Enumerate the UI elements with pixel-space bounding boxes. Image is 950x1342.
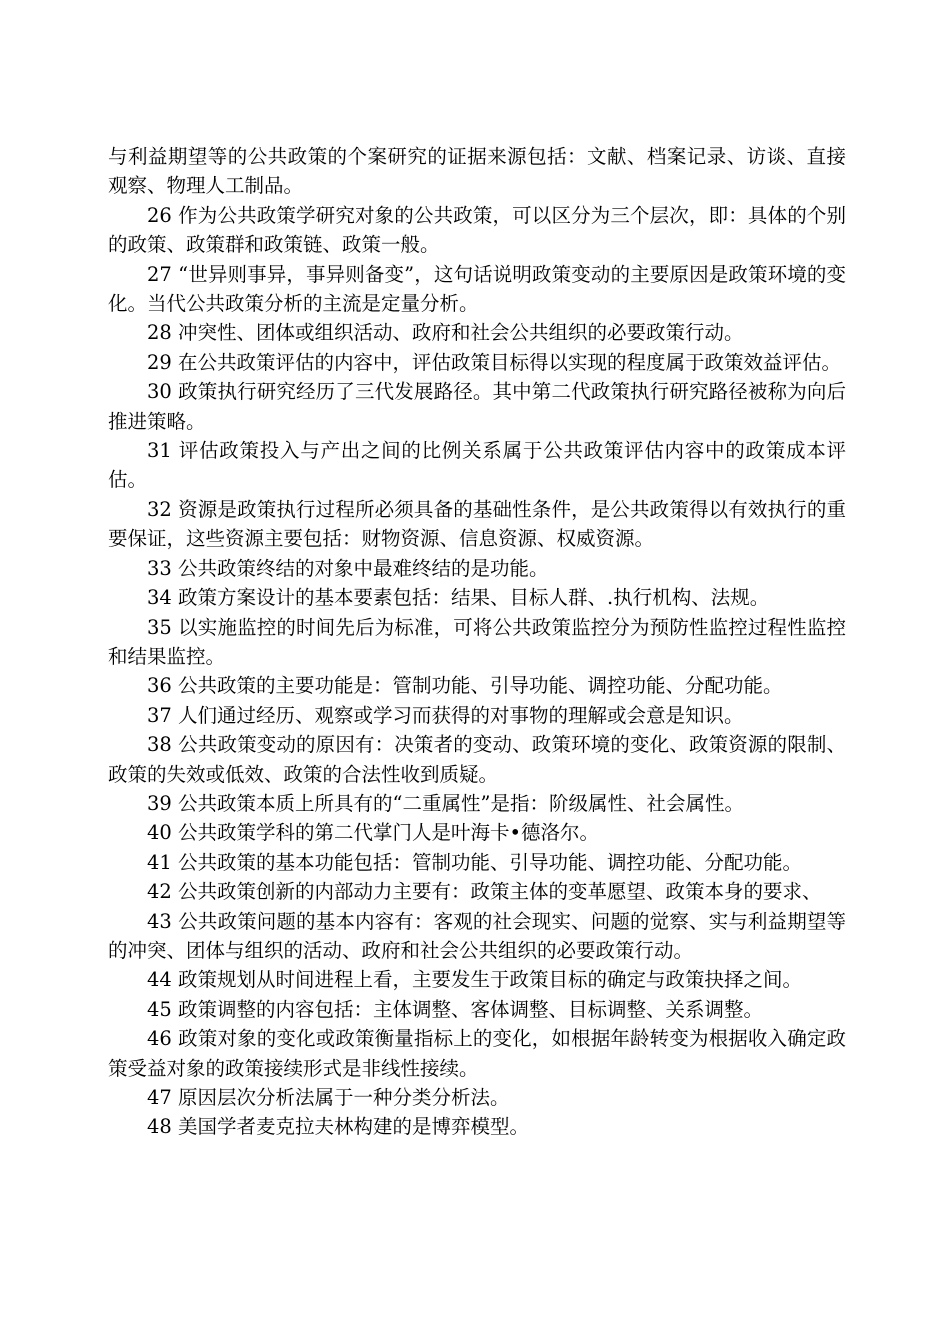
- paragraph: 37 人们通过经历、观察或学习而获得的对事物的理解或会意是知识。: [147, 703, 744, 727]
- paragraph: 46 政策对象的变化或政策衡量指标上的变化，如根据年龄转变为根据收入确定政策受益对象的政策接续形式是非线性接续。: [108, 1027, 846, 1080]
- paragraph: 35 以实施监控的时间先后为标准，可将公共政策监控分为预防性监控过程性监控和结果监控。: [108, 615, 846, 668]
- paragraph: 44 政策规划从时间进程上看，主要发生于政策目标的确定与政策抉择之间。: [147, 968, 803, 992]
- paragraph: 43 公共政策问题的基本内容有：客观的社会现实、问题的觉察、实与利益期望等的冲突、团体与组织的活动、政府和社会公共组织的必要政策行动。: [108, 909, 846, 962]
- paragraph: 40 公共政策学科的第二代掌门人是叶海卡•德洛尔。: [147, 821, 600, 845]
- paragraph: 与利益期望等的公共政策的个案研究的证据来源包括：文献、档案记录、访谈、直接观察、物理人工制品。: [108, 145, 846, 198]
- paragraph: 47 原因层次分析法属于一种分类分析法。: [147, 1086, 510, 1109]
- paragraph: 48 美国学者麦克拉夫林构建的是博弈模型。: [147, 1115, 530, 1139]
- paragraph: 34 政策方案设计的基本要素包括：结果、目标人群、.执行机构、法规。: [147, 586, 770, 610]
- paragraph: 26 作为公共政策学研究对象的公共政策，可以区分为三个层次，即：具体的个别的政策、政策群和政策链、政策一般。: [108, 203, 846, 257]
- document-body: [108, 142, 846, 1142]
- paragraph: 32 资源是政策执行过程所必须具备的基础性条件，是公共政策得以有效执行的重要保证，这些资源主要包括：财物资源、信息资源、权威资源。: [108, 497, 846, 551]
- paragraph: 30 政策执行研究经历了三代发展路径。其中第二代政策执行研究路径被称为向后推进策略。: [108, 380, 846, 433]
- paragraph: 45 政策调整的内容包括：主体调整、客体调整、目标调整、关系调整。: [147, 997, 764, 1021]
- paragraph: 36 公共政策的主要功能是：管制功能、引导功能、调控功能、分配功能。: [147, 674, 783, 698]
- paragraph: 38 公共政策变动的原因有：决策者的变动、政策环境的变化、政策资源的限制、政策的失效或低效、政策的合法性收到质疑。: [108, 733, 846, 786]
- paragraph: 27 “世异则事异，事异则备变”，这句话说明政策变动的主要原因是政策环境的变化。当代公共政策分析的主流是定量分析。: [108, 262, 846, 316]
- paragraph: 39 公共政策本质上所具有的“二重属性”是指：阶级属性、社会属性。: [147, 791, 744, 815]
- paragraph: 33 公共政策终结的对象中最难终结的是功能。: [147, 556, 549, 580]
- paragraph: 41 公共政策的基本功能包括：管制功能、引导功能、调控功能、分配功能。: [147, 850, 803, 874]
- paragraph: 28 冲突性、团体或组织活动、政府和社会公共组织的必要政策行动。: [147, 321, 744, 345]
- paragraph: 42 公共政策创新的内部动力主要有：政策主体的变革愿望、政策本身的要求、: [147, 880, 822, 904]
- paragraph: 31 评估政策投入与产出之间的比例关系属于公共政策评估内容中的政策成本评估。: [108, 439, 846, 492]
- paragraph: 29 在公共政策评估的内容中，评估政策目标得以实现的程度属于政策效益评估。: [147, 350, 842, 374]
